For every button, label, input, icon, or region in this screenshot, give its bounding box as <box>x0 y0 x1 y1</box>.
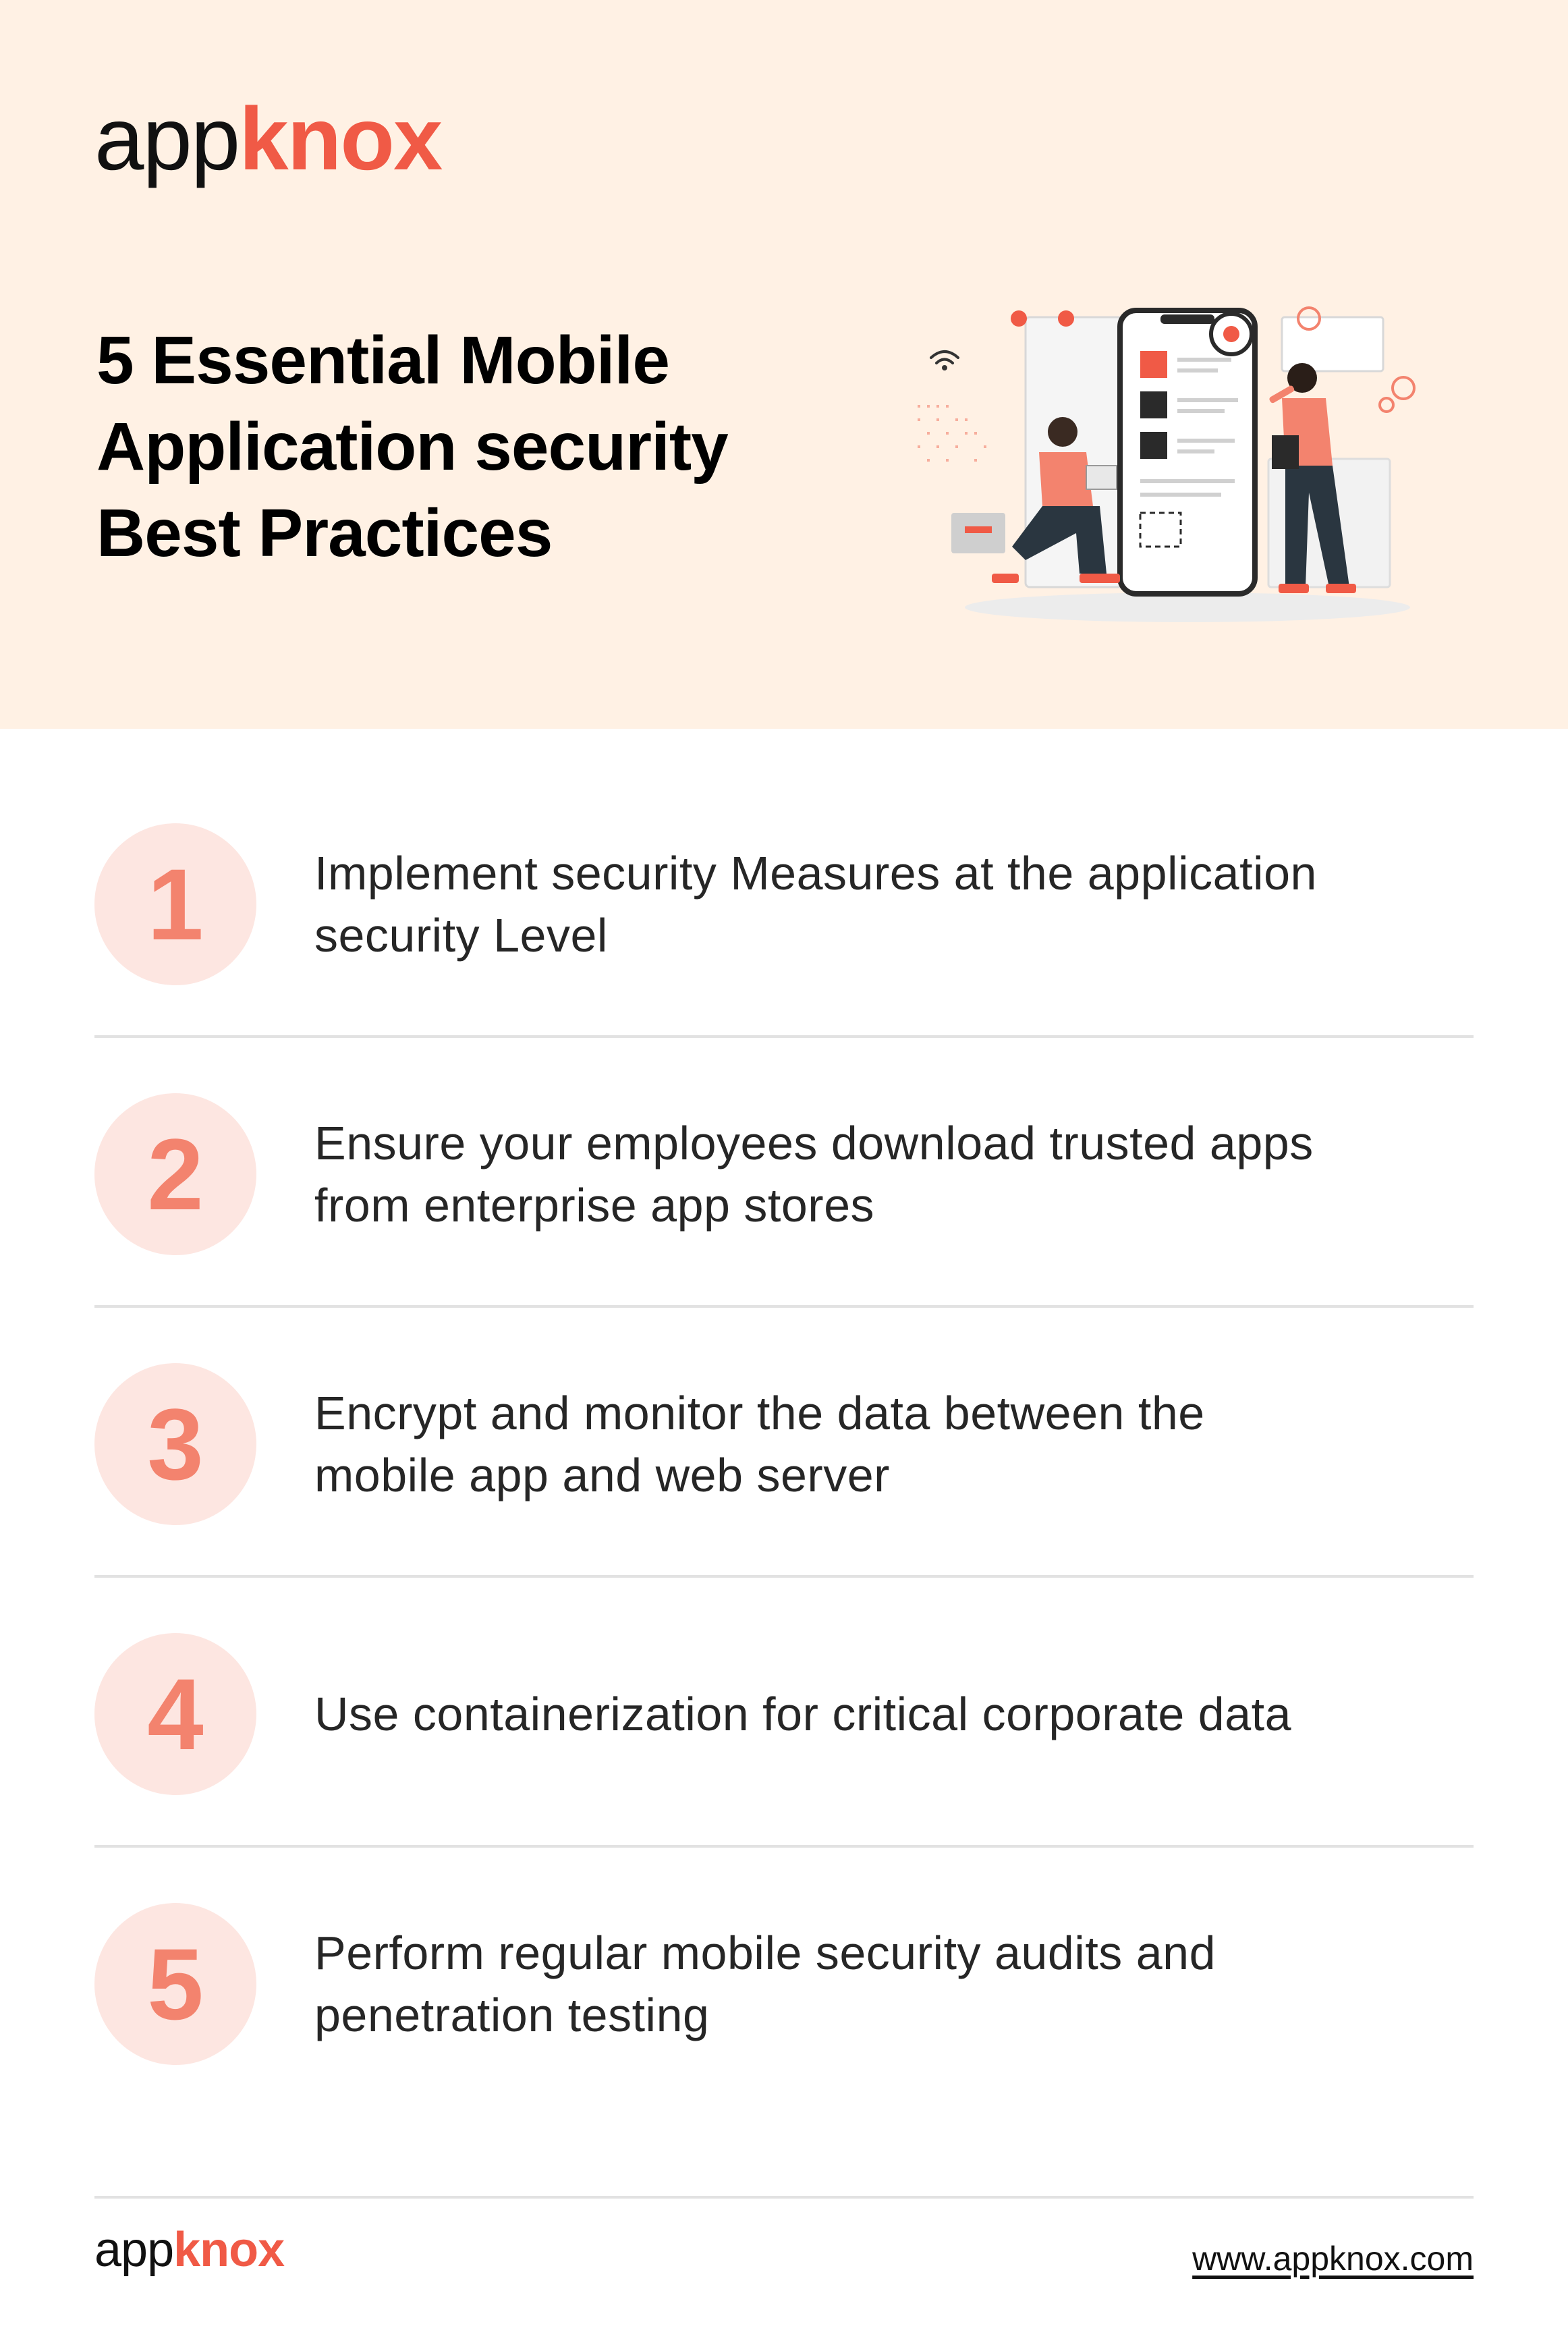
divider <box>94 1845 1474 1848</box>
list-item <box>94 1093 1474 1255</box>
item-text-line-1: Ensure your employees download trusted apps <box>314 1117 1314 1169</box>
item-number: 3 <box>147 1387 204 1501</box>
item-text <box>314 1363 1475 1525</box>
appknox-footer-logo: appknox <box>94 2223 285 2277</box>
divider <box>94 1035 1474 1038</box>
item-text-line-1: Implement security Measures at the application <box>314 847 1317 900</box>
item-text-line-1: Perform regular mobile security audits and <box>314 1927 1216 1979</box>
item-text-line-1: Encrypt and monitor the data between the <box>314 1387 1205 1439</box>
item-text-line-2: from enterprise app stores <box>314 1179 875 1232</box>
divider <box>94 1575 1474 1578</box>
divider <box>94 1305 1474 1308</box>
list-item <box>94 1363 1474 1525</box>
list-item <box>94 1903 1474 2065</box>
item-number: 5 <box>147 1927 204 2041</box>
item-text <box>314 823 1475 985</box>
title-line-2: Application security <box>96 409 728 485</box>
item-text-line-2: security Level <box>314 909 608 962</box>
item-number: 1 <box>147 848 204 961</box>
title-line-1: 5 Essential Mobile <box>96 323 669 398</box>
item-text <box>314 1093 1475 1255</box>
item-text-line-2: penetration testing <box>314 1989 710 2041</box>
appknox-logo: appknox <box>94 89 442 188</box>
list-item <box>94 1633 1474 1795</box>
website-link[interactable]: www.appknox.com <box>1192 2240 1474 2278</box>
item-text-line-2: mobile app and web server <box>314 1449 890 1501</box>
title-line-3: Best Practices <box>96 495 553 571</box>
item-text <box>314 1633 1475 1795</box>
item-text-line-1: Use containerization for critical corporate data <box>314 1688 1292 1740</box>
item-number: 2 <box>147 1118 204 1231</box>
item-number: 4 <box>147 1657 204 1771</box>
list-item <box>94 823 1474 985</box>
page-title <box>96 317 872 576</box>
mobile-security-illustration-icon <box>904 290 1444 628</box>
footer-divider <box>94 2196 1474 2199</box>
item-text <box>314 1903 1475 2065</box>
